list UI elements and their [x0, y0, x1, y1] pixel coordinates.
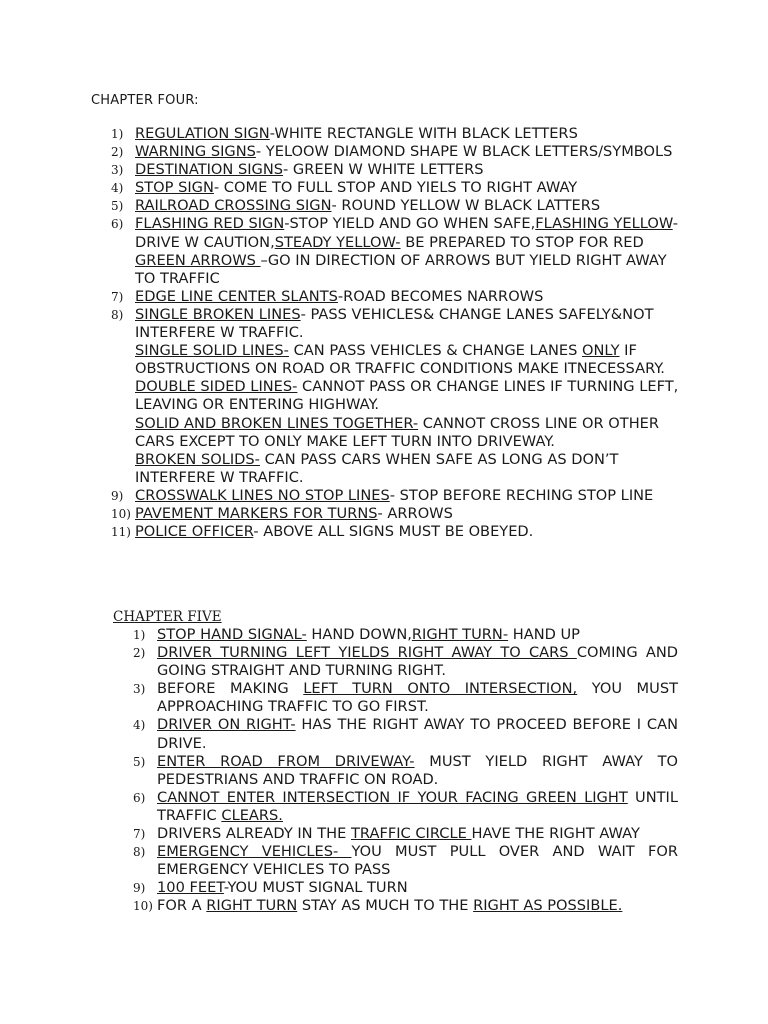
item-text-segment: -WHITE RECTANGLE WITH BLACK LETTERS [269, 125, 578, 142]
chapter-four-item [111, 197, 681, 215]
underlined-term: REGULATION SIGN [135, 125, 270, 142]
item-text-segment: IF OBSTRUCTIONS ON ROAD OR TRAFFIC CONDITIONS MAKE ITNECESSARY. [135, 342, 665, 378]
item-text-segment: BE PREPARED TO STOP FOR RED [400, 233, 644, 251]
item-number: 9) [133, 881, 146, 896]
item-number: 7) [111, 289, 124, 304]
item-text-segment: CANNOT CROSS LINE OR OTHER CARS EXCEPT TO ONLY MAKE LEFT TURN INTO DRIVEWAY. [135, 414, 660, 450]
item-number: 9) [111, 488, 124, 503]
item-text-segment: - ROUND YELLOW W BLACK LATTERS [331, 197, 601, 215]
underlined-term: WARNING SIGNS [135, 143, 256, 161]
chapter-five-item [133, 843, 678, 879]
item-text [157, 789, 678, 825]
item-number: 5) [133, 754, 146, 769]
underlined-term: PAVEMENT MARKERS FOR TURNS [135, 504, 378, 522]
chapter-five-item [133, 753, 678, 789]
item-text [135, 161, 681, 179]
underlined-term: CROSSWALK LINES NO STOP LINES [135, 486, 390, 504]
item-number: 1) [133, 628, 146, 642]
item-text-segment: HAVE THE RIGHT AWAY [471, 825, 640, 843]
item-text-segment: YOU MUST APPROACHING TRAFFIC TO GO FIRST. [157, 680, 679, 716]
item-number: 3) [111, 163, 124, 178]
item-text-segment: HAND UP [508, 626, 580, 643]
underlined-term: BROKEN SOLIDS- [135, 450, 260, 468]
underlined-term: RIGHT TURN [206, 897, 298, 915]
underlined-term: EMERGENCY VEHICLES- [157, 843, 352, 861]
item-text-segment: -DRIVE W CAUTION, [135, 215, 678, 251]
chapter-five-list [133, 626, 678, 916]
underlined-term: STOP HAND SIGNAL- [157, 626, 307, 643]
item-text-segment: STAY AS MUCH TO THE [297, 897, 474, 915]
chapter-five-title: CHAPTER FIVE [113, 609, 222, 625]
item-text-segment: COMING AND GOING STRAIGHT AND TURNING RIGHT. [157, 644, 679, 680]
item-text [157, 626, 678, 644]
item-text-segment: -ROAD BECOMES NARROWS [337, 287, 544, 305]
item-text [157, 716, 678, 752]
item-text-segment: CAN PASS VEHICLES & CHANGE LANES [288, 342, 583, 360]
item-number: 3) [133, 682, 146, 697]
underlined-term: LEFT TURN ONTO INTERSECTION, [303, 680, 578, 698]
chapter-four-item [111, 179, 681, 197]
underlined-term: RIGHT AS POSSIBLE. [473, 897, 623, 915]
item-text [157, 897, 678, 915]
item-number: 8) [133, 845, 146, 860]
underlined-term: FLASHING YELLOW [535, 215, 673, 233]
item-number: 6) [111, 217, 124, 232]
item-text [157, 843, 678, 879]
underlined-term: CLEARS. [221, 806, 283, 824]
item-text [135, 197, 681, 215]
item-text [135, 523, 681, 541]
item-text-segment: - YELOOW DIAMOND SHAPE W BLACK LETTERS/SYMBOLS [255, 143, 673, 161]
item-text-segment: YOU MUST PULL OVER AND WAIT FOR EMERGENCY VEHICLES TO PASS [157, 843, 678, 879]
chapter-four-item [111, 487, 681, 505]
underlined-term: 100 FEET [157, 879, 224, 897]
chapter-five-item [133, 626, 678, 644]
chapter-five-item [133, 825, 678, 843]
item-text [135, 215, 681, 287]
chapter-four-item [111, 306, 681, 487]
item-text [135, 143, 681, 161]
item-number: 10) [133, 899, 153, 914]
item-text-segment: UNTIL TRAFFIC [157, 788, 678, 824]
item-number: 10) [111, 506, 131, 521]
item-text-segment: HAND DOWN, [306, 626, 412, 643]
chapter-four-title: CHAPTER FOUR: [91, 93, 199, 108]
underlined-term: ENTER ROAD FROM DRIVEWAY- [157, 752, 415, 770]
item-text [135, 487, 681, 505]
underlined-term: DRIVER ON RIGHT- [157, 716, 296, 734]
chapter-five-item [133, 879, 678, 897]
underlined-term: STOP SIGN [135, 179, 214, 197]
underlined-term: EDGE LINE CENTER SLANTS [135, 287, 338, 305]
chapter-four-item [111, 143, 681, 161]
underlined-term: TRAFFIC CIRCLE [351, 825, 472, 843]
item-number: 4) [111, 181, 124, 196]
underlined-term: ONLY [582, 342, 620, 360]
item-text-segment: HAS THE RIGHT AWAY TO PROCEED BEFORE I CAN DRIVE. [157, 716, 679, 752]
item-text [157, 825, 678, 843]
underlined-term: SOLID AND BROKEN LINES TOGETHER- [135, 414, 419, 432]
chapter-four-item [111, 161, 681, 179]
item-text-segment: –GO IN DIRECTION OF ARROWS BUT YIELD RIGHT AWAY TO TRAFFIC [135, 251, 667, 287]
item-text-segment: CAN PASS CARS WHEN SAFE AS LONG AS DON’T INTERFERE W TRAFFIC. [135, 450, 619, 486]
item-text-segment: -STOP YIELD AND GO WHEN SAFE, [284, 215, 536, 233]
item-text [157, 753, 678, 789]
item-text-segment: DRIVERS ALREADY IN THE [157, 825, 351, 843]
item-text-segment: - STOP BEFORE RECHING STOP LINE [389, 486, 654, 504]
item-text [135, 306, 681, 487]
underlined-term: STEADY YELLOW- [274, 233, 401, 251]
chapter-five-item [133, 897, 678, 915]
chapter-four-item [111, 505, 681, 523]
item-text-segment: FOR A [157, 897, 207, 915]
underlined-term: SINGLE BROKEN LINES [135, 305, 301, 323]
item-number: 7) [133, 827, 146, 842]
item-text-segment: - PASS VEHICLES& CHANGE LANES SAFELY&NOT INTERFERE W TRAFFIC. [135, 305, 654, 342]
item-number: 2) [111, 145, 124, 160]
item-text [135, 179, 681, 197]
item-text [157, 644, 678, 680]
underlined-term: SINGLE SOLID LINES- [135, 342, 289, 360]
item-number: 4) [133, 718, 146, 733]
item-text-segment: - COME TO FULL STOP AND YIELS TO RIGHT AWAY [213, 179, 578, 197]
underlined-term: RIGHT TURN- [411, 626, 509, 643]
chapter-five-item [133, 680, 678, 716]
chapter-four-item [111, 125, 681, 143]
underlined-term: RAILROAD CROSSING SIGN [135, 197, 332, 215]
item-number: 1) [111, 127, 124, 141]
underlined-term: FLASHING RED SIGN [135, 215, 285, 233]
item-number: 8) [111, 307, 124, 322]
item-text [135, 288, 681, 306]
chapter-five-item [133, 644, 678, 680]
underlined-term: POLICE OFFICER [135, 523, 254, 541]
underlined-term: GREEN ARROWS [135, 251, 261, 269]
item-text [157, 680, 678, 716]
item-text [135, 505, 681, 523]
chapter-five-item [133, 716, 678, 752]
chapter-four-item [111, 288, 681, 306]
item-text [157, 879, 678, 897]
item-text-segment: BEFORE MAKING [157, 680, 304, 698]
item-number: 11) [111, 525, 131, 540]
item-text [135, 125, 681, 143]
chapter-four-item [111, 215, 681, 287]
item-text-segment: - ABOVE ALL SIGNS MUST BE OBEYED. [253, 523, 534, 541]
item-text-segment: - ARROWS [377, 504, 453, 522]
underlined-term: DOUBLE SIDED LINES- [135, 378, 298, 396]
item-number: 2) [133, 646, 146, 661]
underlined-term: DESTINATION SIGNS [135, 161, 284, 179]
item-text-segment: - GREEN W WHITE LETTERS [283, 161, 484, 179]
chapter-five-item [133, 789, 678, 825]
item-number: 6) [133, 790, 146, 805]
item-text-segment: CANNOT PASS OR CHANGE LINES IF TURNING LEFT, LEAVING OR ENTERING HIGHWAY. [135, 378, 679, 414]
item-number: 5) [111, 199, 124, 214]
item-text-segment: MUST YIELD RIGHT AWAY TO PEDESTRIANS AND TRAFFIC ON ROAD. [157, 752, 678, 788]
item-text-segment: -YOU MUST SIGNAL TURN [223, 879, 408, 897]
chapter-four-list [111, 125, 681, 541]
underlined-term: DRIVER TURNING LEFT YIELDS RIGHT AWAY TO CARS [157, 644, 577, 662]
chapter-four-item [111, 523, 681, 541]
underlined-term: CANNOT ENTER INTERSECTION IF YOUR FACING GREEN LIGHT [157, 788, 628, 806]
